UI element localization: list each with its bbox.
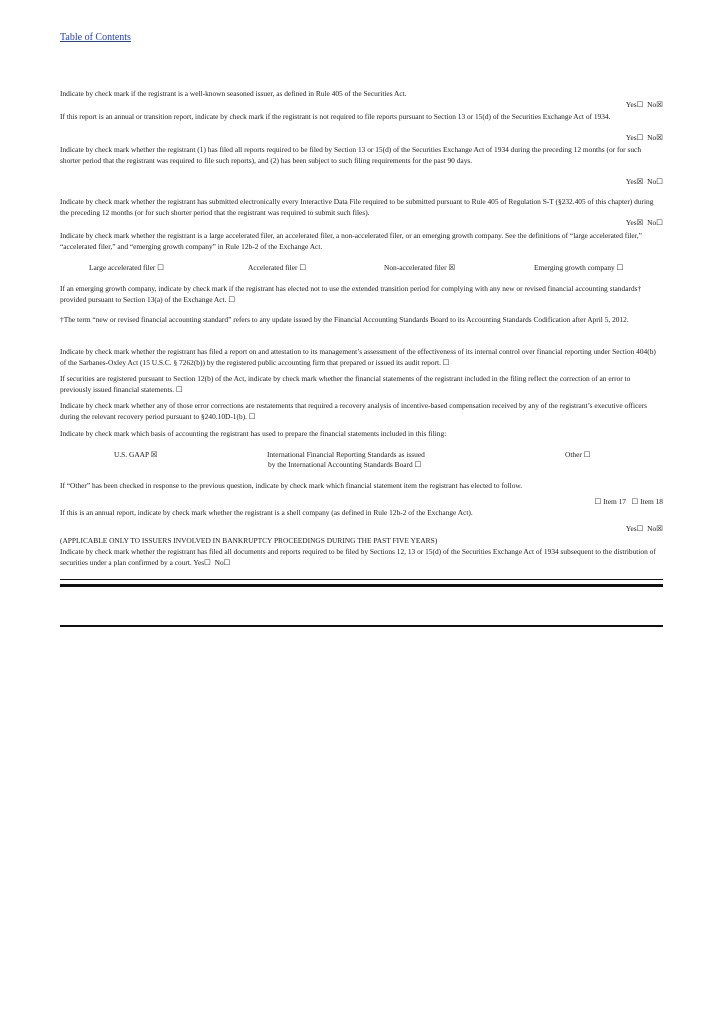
no-label: No (647, 524, 657, 533)
divider-thin (60, 579, 663, 580)
option-label: Non-accelerated filer (384, 263, 447, 272)
checkbox-unchecked[interactable]: ☐ (228, 294, 236, 304)
question-filed-all: Indicate by check mark whether the registrant (1) has filed all reports required to be filed by Section 13 or 15(d) of the Securities Exchange Act of 1934 during the preceding 12 months (or for such shorter period that the registrant was required to file such reports), and (2) has been subject to such filing requirements for the past 90 days. (60, 145, 642, 165)
checkbox-unchecked[interactable]: ☐ (631, 497, 639, 506)
table-of-contents-link[interactable]: Table of Contents (60, 32, 131, 43)
option-ifrs-line2 (268, 460, 421, 471)
option-accelerated (248, 263, 306, 274)
checkbox-unchecked[interactable]: ☐ (299, 263, 307, 272)
option-label-line2: by the International Accounting Standards Board (268, 460, 413, 469)
option-label: Other (565, 450, 582, 459)
footnote-dagger: †The term “new or revised financial accounting standard” refers to any update issued by the Financial Accounting Standards Board to its Accounting Standards Codification after April 5, 2012. (60, 315, 629, 324)
checkbox-checked[interactable]: ☒ (150, 450, 158, 459)
checkbox-unchecked[interactable]: ☐ (583, 450, 591, 459)
question-filer-type: Indicate by check mark whether the registrant is a large accelerated filer, an accelerated filer, a non-accelerated filer, or an emerging growth company. See the definitions of “large accelerated filer,” “accelerated filer,” and “emerging growth company” in Rule 12b-2 of the Exchange Act. (60, 231, 642, 251)
yes-label: Yes (625, 177, 637, 186)
question-interactive-data: Indicate by check mark whether the registrant has submitted electronically every Interactive Data File required to be submitted pursuant to Rule 405 of Regulation S-T (§232.405 of this chapter) during the preceding 12 months (or for such shorter period that the registrant was required to submit such files). (60, 197, 654, 217)
no-label: No (647, 177, 657, 186)
checkbox-unchecked[interactable]: ☐ (442, 357, 450, 367)
option-label: Large accelerated filer (89, 263, 156, 272)
question-text: If an emerging growth company, indicate by check mark if the registrant has elected not to use the extended transition period for complying with any new or revised financial accounting standards† provided pursuant to Section 13(a) of the Exchange Act. (60, 284, 642, 304)
checkbox-unchecked[interactable]: ☐ (656, 177, 663, 186)
checkbox-checked[interactable]: ☒ (448, 263, 456, 272)
option-label: Emerging growth company (534, 263, 615, 272)
checkbox-unchecked[interactable]: ☐ (636, 133, 644, 142)
checkbox-checked[interactable]: ☒ (656, 133, 663, 142)
option-ifrs (267, 450, 425, 461)
option-large-accelerated (89, 263, 164, 274)
yes-label: Yes (193, 557, 205, 567)
question-not-required: If this report is an annual or transition report, indicate by check mark if the registrant is not required to file reports pursuant to Section 13 or 15(d) of the Securities Exchange Act of 1934. (60, 112, 611, 121)
item-18-label: Item 18 (640, 497, 663, 506)
question-text: If securities are registered pursuant to Section 12(b) of the Act, indicate by check mark whether the financial statements of the registrant included in the filing reflect the correction of an error to previously issued financial statements. (60, 374, 631, 394)
bankruptcy-heading: (APPLICABLE ONLY TO ISSUERS INVOLVED IN BANKRUPTCY PROCEEDINGS DURING THE PAST FIVE YEARS) (60, 536, 438, 545)
checkbox-unchecked[interactable]: ☐ (636, 100, 644, 109)
question-wksi: Indicate by check mark if the registrant is a well-known seasoned issuer, as defined in Rule 405 of the Securities Act. (60, 89, 407, 98)
checkbox-checked[interactable]: ☒ (636, 218, 644, 227)
question-shell-company: If this is an annual report, indicate by check mark whether the registrant is a shell company (as defined in Rule 12b-2 of the Exchange Act). (60, 508, 473, 517)
option-label: Accelerated filer (248, 263, 298, 272)
question-accounting-basis: Indicate by check mark which basis of accounting the registrant has used to prepare the financial statements included in this filing: (60, 429, 447, 438)
question-text: Indicate by check mark whether the registrant has filed a report on and attestation to its management’s assessment of the effectiveness of its internal control over financial reporting under Section 404(b) of the Sarbanes-Oxley Act (15 U.S.C. § 7262(b)) by the registered public accounting firm that prepared or issued its audit report. (60, 347, 656, 367)
checkbox-unchecked[interactable]: ☐ (204, 557, 211, 567)
checkbox-checked[interactable]: ☒ (656, 100, 663, 109)
checkbox-unchecked[interactable]: ☐ (175, 384, 183, 394)
no-label: No (647, 133, 657, 142)
checkbox-checked[interactable]: ☒ (656, 524, 663, 533)
question-other-item: If “Other” has been checked in response to the previous question, indicate by check mark which financial statement item the registrant has elected to follow. (60, 481, 523, 490)
checkbox-unchecked[interactable]: ☐ (414, 460, 422, 469)
question-text: Indicate by check mark whether any of those error corrections are restatements that required a recovery analysis of incentive-based compensation received by any of the registrant’s executive officers during the relevant recovery period pursuant to §240.10D-1(b). (60, 401, 647, 421)
divider-bottom (60, 625, 663, 627)
checkbox-unchecked[interactable]: ☐ (616, 263, 624, 272)
question-icfr-attestation (60, 347, 663, 368)
answer-interactive-data (60, 218, 663, 229)
checkbox-unchecked[interactable]: ☐ (157, 263, 164, 272)
no-label: No (647, 218, 657, 227)
checkbox-unchecked[interactable]: ☐ (594, 497, 602, 506)
option-emerging-growth (534, 263, 623, 274)
option-other (565, 450, 591, 461)
checkbox-unchecked[interactable]: ☐ (656, 218, 663, 227)
no-label: No (214, 557, 224, 567)
yes-label: Yes (625, 524, 637, 533)
question-egc-transition (60, 284, 663, 305)
answer-shell-company (60, 524, 663, 535)
option-label-line1: International Financial Reporting Standards as issued (267, 450, 425, 459)
yes-label: Yes (625, 133, 637, 142)
checkbox-unchecked[interactable]: ☐ (248, 411, 256, 421)
answer-filed-all (60, 177, 663, 188)
question-bankruptcy (60, 547, 663, 568)
checkbox-checked[interactable]: ☒ (636, 177, 644, 186)
checkbox-unchecked[interactable]: ☐ (636, 524, 644, 533)
option-label: U.S. GAAP (114, 450, 149, 459)
no-label: No (647, 100, 657, 109)
question-text: Indicate by check mark whether the registrant has filed all documents and reports required to be filed by Sections 12, 13 or 15(d) of the Securities Exchange Act of 1934 subsequent to the distribution of securities under a plan confirmed by a court. (60, 547, 656, 567)
question-error-correction (60, 374, 663, 395)
yes-label: Yes (625, 218, 637, 227)
answer-not-required (60, 133, 663, 144)
item-17-label: Item 17 (603, 497, 626, 506)
checkbox-unchecked[interactable]: ☐ (223, 557, 231, 567)
option-us-gaap (114, 450, 158, 461)
answer-wksi (60, 100, 663, 111)
answer-other-item (60, 497, 663, 508)
option-non-accelerated (384, 263, 455, 274)
divider-thick (60, 584, 663, 587)
yes-label: Yes (625, 100, 637, 109)
question-restatement (60, 401, 663, 422)
